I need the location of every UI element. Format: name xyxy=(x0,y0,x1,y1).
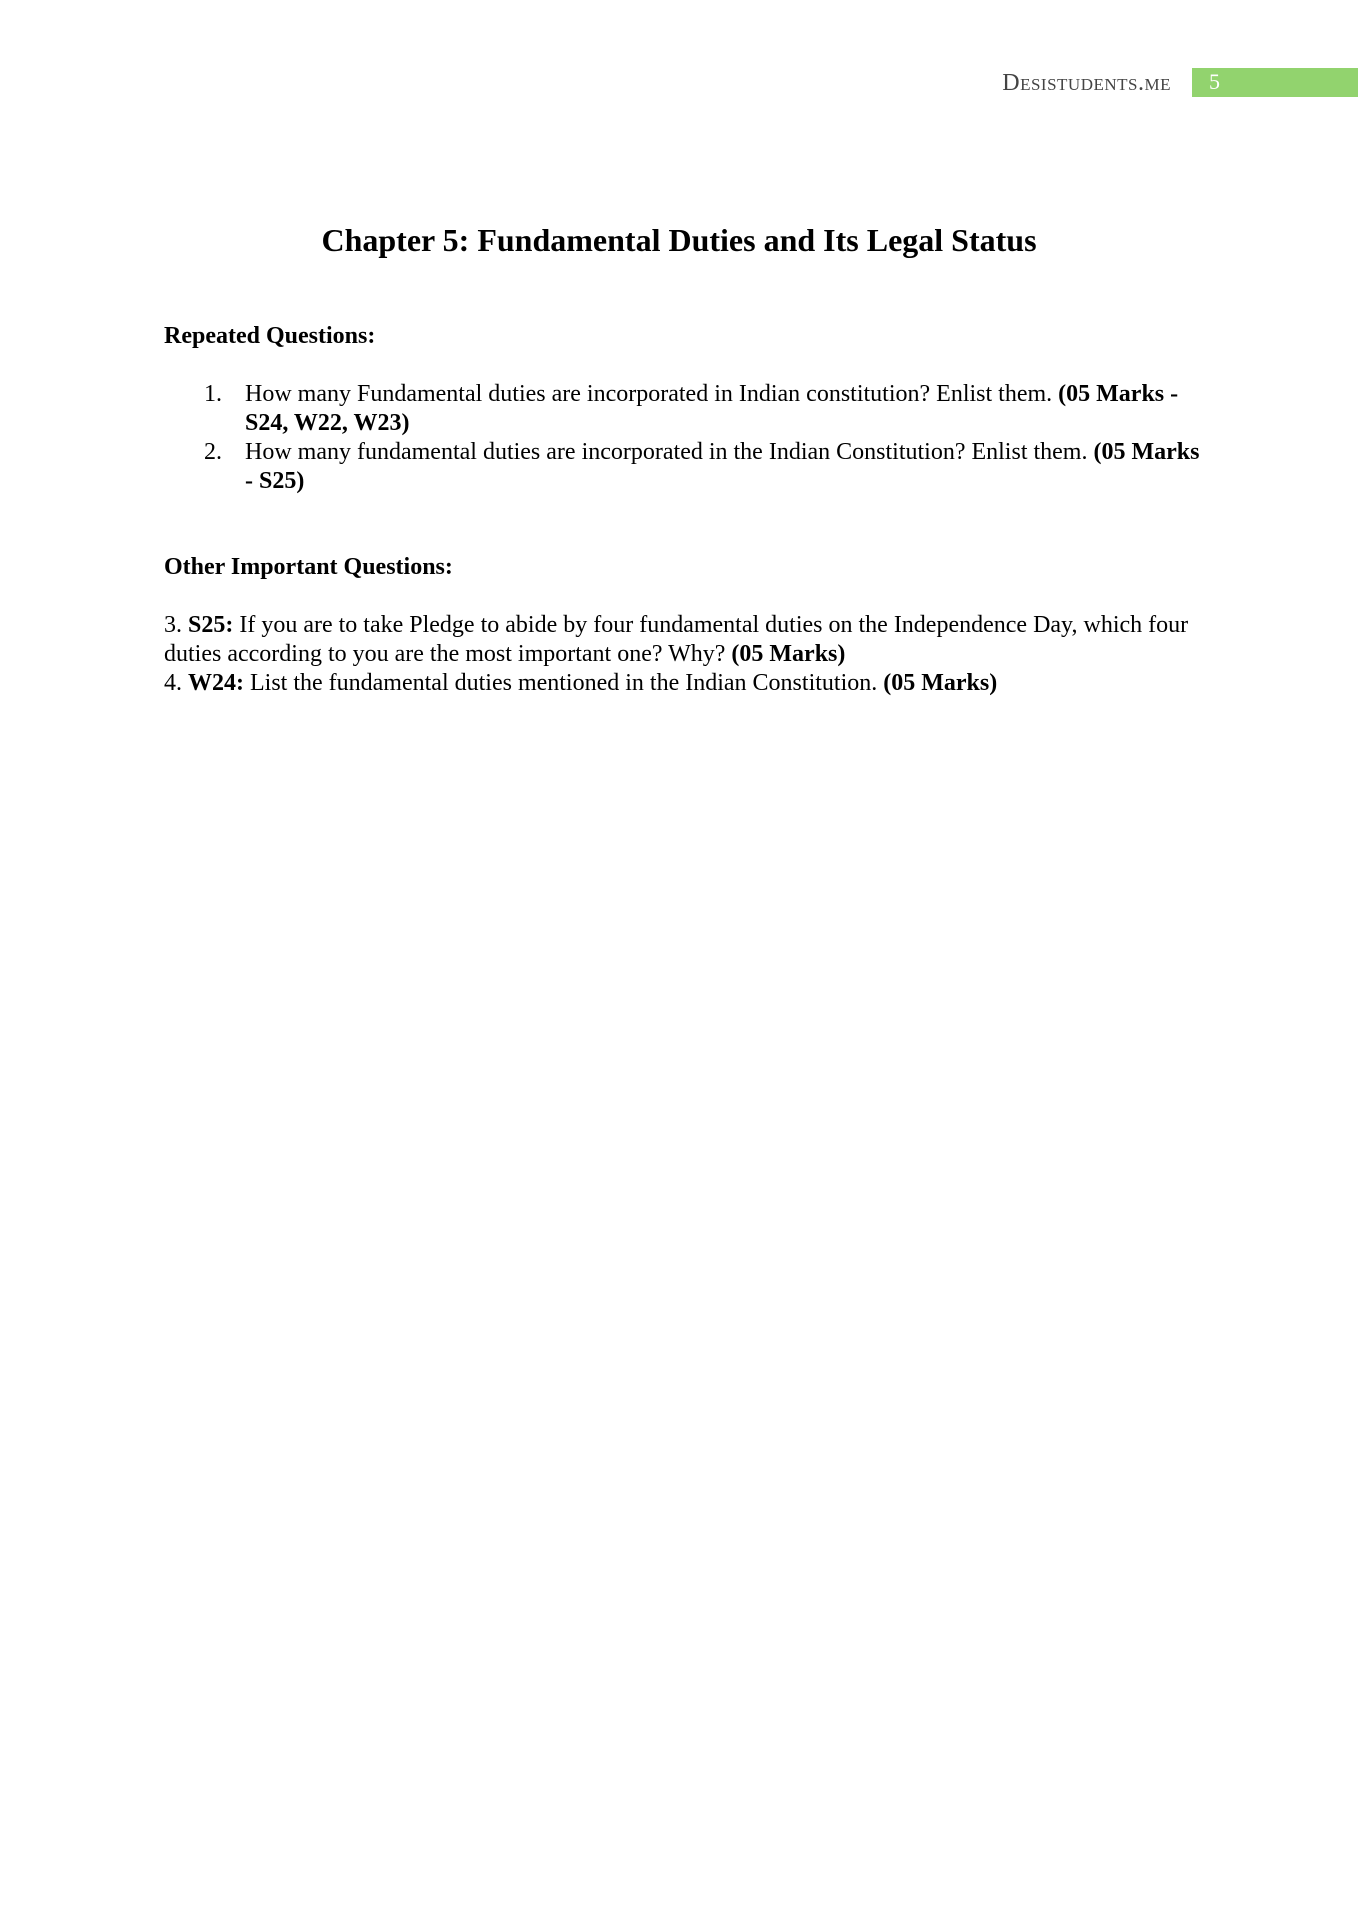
list-item xyxy=(164,438,1204,496)
marks-label: (05 Marks) xyxy=(731,641,846,667)
item-number: 1. xyxy=(204,381,222,407)
item-number: 2. xyxy=(204,439,222,465)
marks-label: (05 Marks - S25) xyxy=(245,439,1200,494)
other-questions-list xyxy=(164,611,1204,698)
repeated-questions-list xyxy=(164,380,1204,496)
site-name: Desistudents.me xyxy=(1002,70,1171,96)
list-item xyxy=(164,380,1204,438)
marks-label: (05 Marks - S24, W22, W23) xyxy=(245,381,1179,436)
item-number: 4. xyxy=(164,670,182,696)
page-number-box xyxy=(1192,68,1358,97)
question-text: List the fundamental duties mentioned in the Indian Constitution. xyxy=(250,670,878,696)
item-number: 3. xyxy=(164,612,182,638)
marks-label: (05 Marks) xyxy=(883,670,998,696)
page-header xyxy=(0,68,1358,98)
repeated-questions-heading: Repeated Questions: xyxy=(164,323,376,349)
chapter-title: Chapter 5: Fundamental Duties and Its Legal Status xyxy=(321,222,1037,258)
question-text: How many fundamental duties are incorporated in the Indian Constitution? Enlist them. xyxy=(245,439,1088,465)
page-number: 5 xyxy=(1209,69,1220,94)
other-questions-section xyxy=(164,553,1204,698)
question-text: If you are to take Pledge to abide by four fundamental duties on the Independence Day, which four duties according to you are the most important one? Why? xyxy=(164,612,1189,667)
list-item xyxy=(164,611,1204,669)
exam-tag: W24: xyxy=(188,670,244,696)
repeated-questions-section xyxy=(164,322,1204,496)
other-questions-heading: Other Important Questions: xyxy=(164,554,453,580)
list-item xyxy=(164,669,1204,698)
exam-tag: S25: xyxy=(188,612,234,638)
question-text: How many Fundamental duties are incorporated in Indian constitution? Enlist them. xyxy=(245,381,1053,407)
